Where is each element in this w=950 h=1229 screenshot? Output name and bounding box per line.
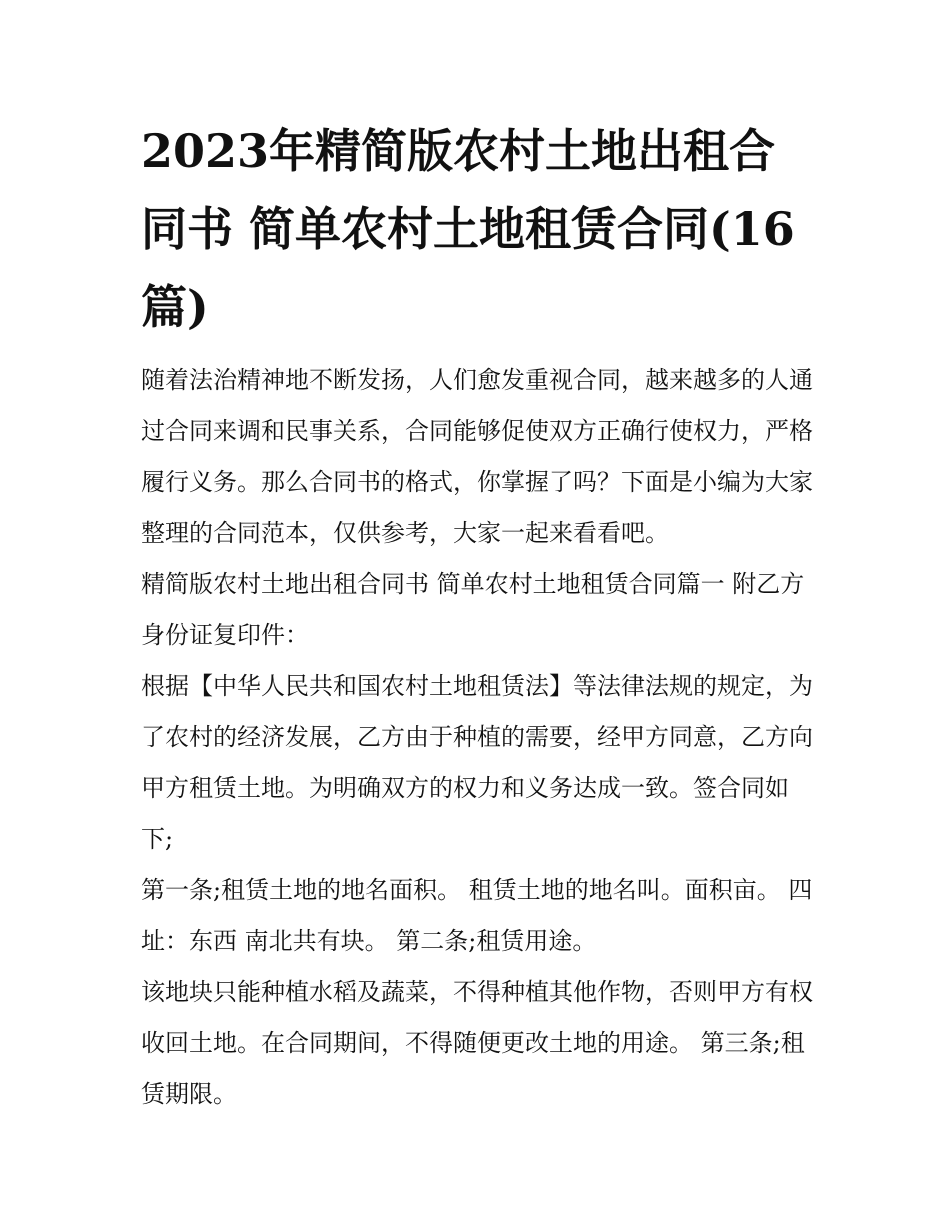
- document-body: [141, 112, 816, 1120]
- paragraph-legal-basis: 根据【中华人民共和国农村土地租赁法】等法律法规的规定，为了农村的经济发展，乙方由于种植的需要，经甲方同意，乙方向甲方租赁土地。为明确双方的权力和义务达成一致。签合同如下;: [141, 672, 813, 853]
- document-title: 2023年精简版农村土地出租合同书 简单农村土地租赁合同(16篇): [141, 124, 795, 334]
- paragraph-intro: 随着法治精神地不断发扬，人们愈发重视合同，越来越多的人通过合同来调和民事关系，合同能够促使双方正确行使权力，严格履行义务。那么合同书的格式，你掌握了吗？下面是小编为大家整理的合同范本，仅供参考，大家一起来看看吧。: [141, 366, 813, 547]
- paragraph-section-one-heading: 精简版农村土地出租合同书 简单农村土地租赁合同篇一 附乙方身份证复印件：: [141, 570, 805, 649]
- paragraph-land-use: 该地块只能种植水稻及蔬菜，不得种植其他作物，否则甲方有权收回土地。在合同期间，不得随便更改土地的用途。 第三条;租赁期限。: [141, 978, 813, 1108]
- paragraph-article-one: 第一条;租赁土地的地名面积。 租赁土地的地名叫。面积亩。 四址：东西 南北共有块。 第二条;租赁用途。: [141, 876, 813, 955]
